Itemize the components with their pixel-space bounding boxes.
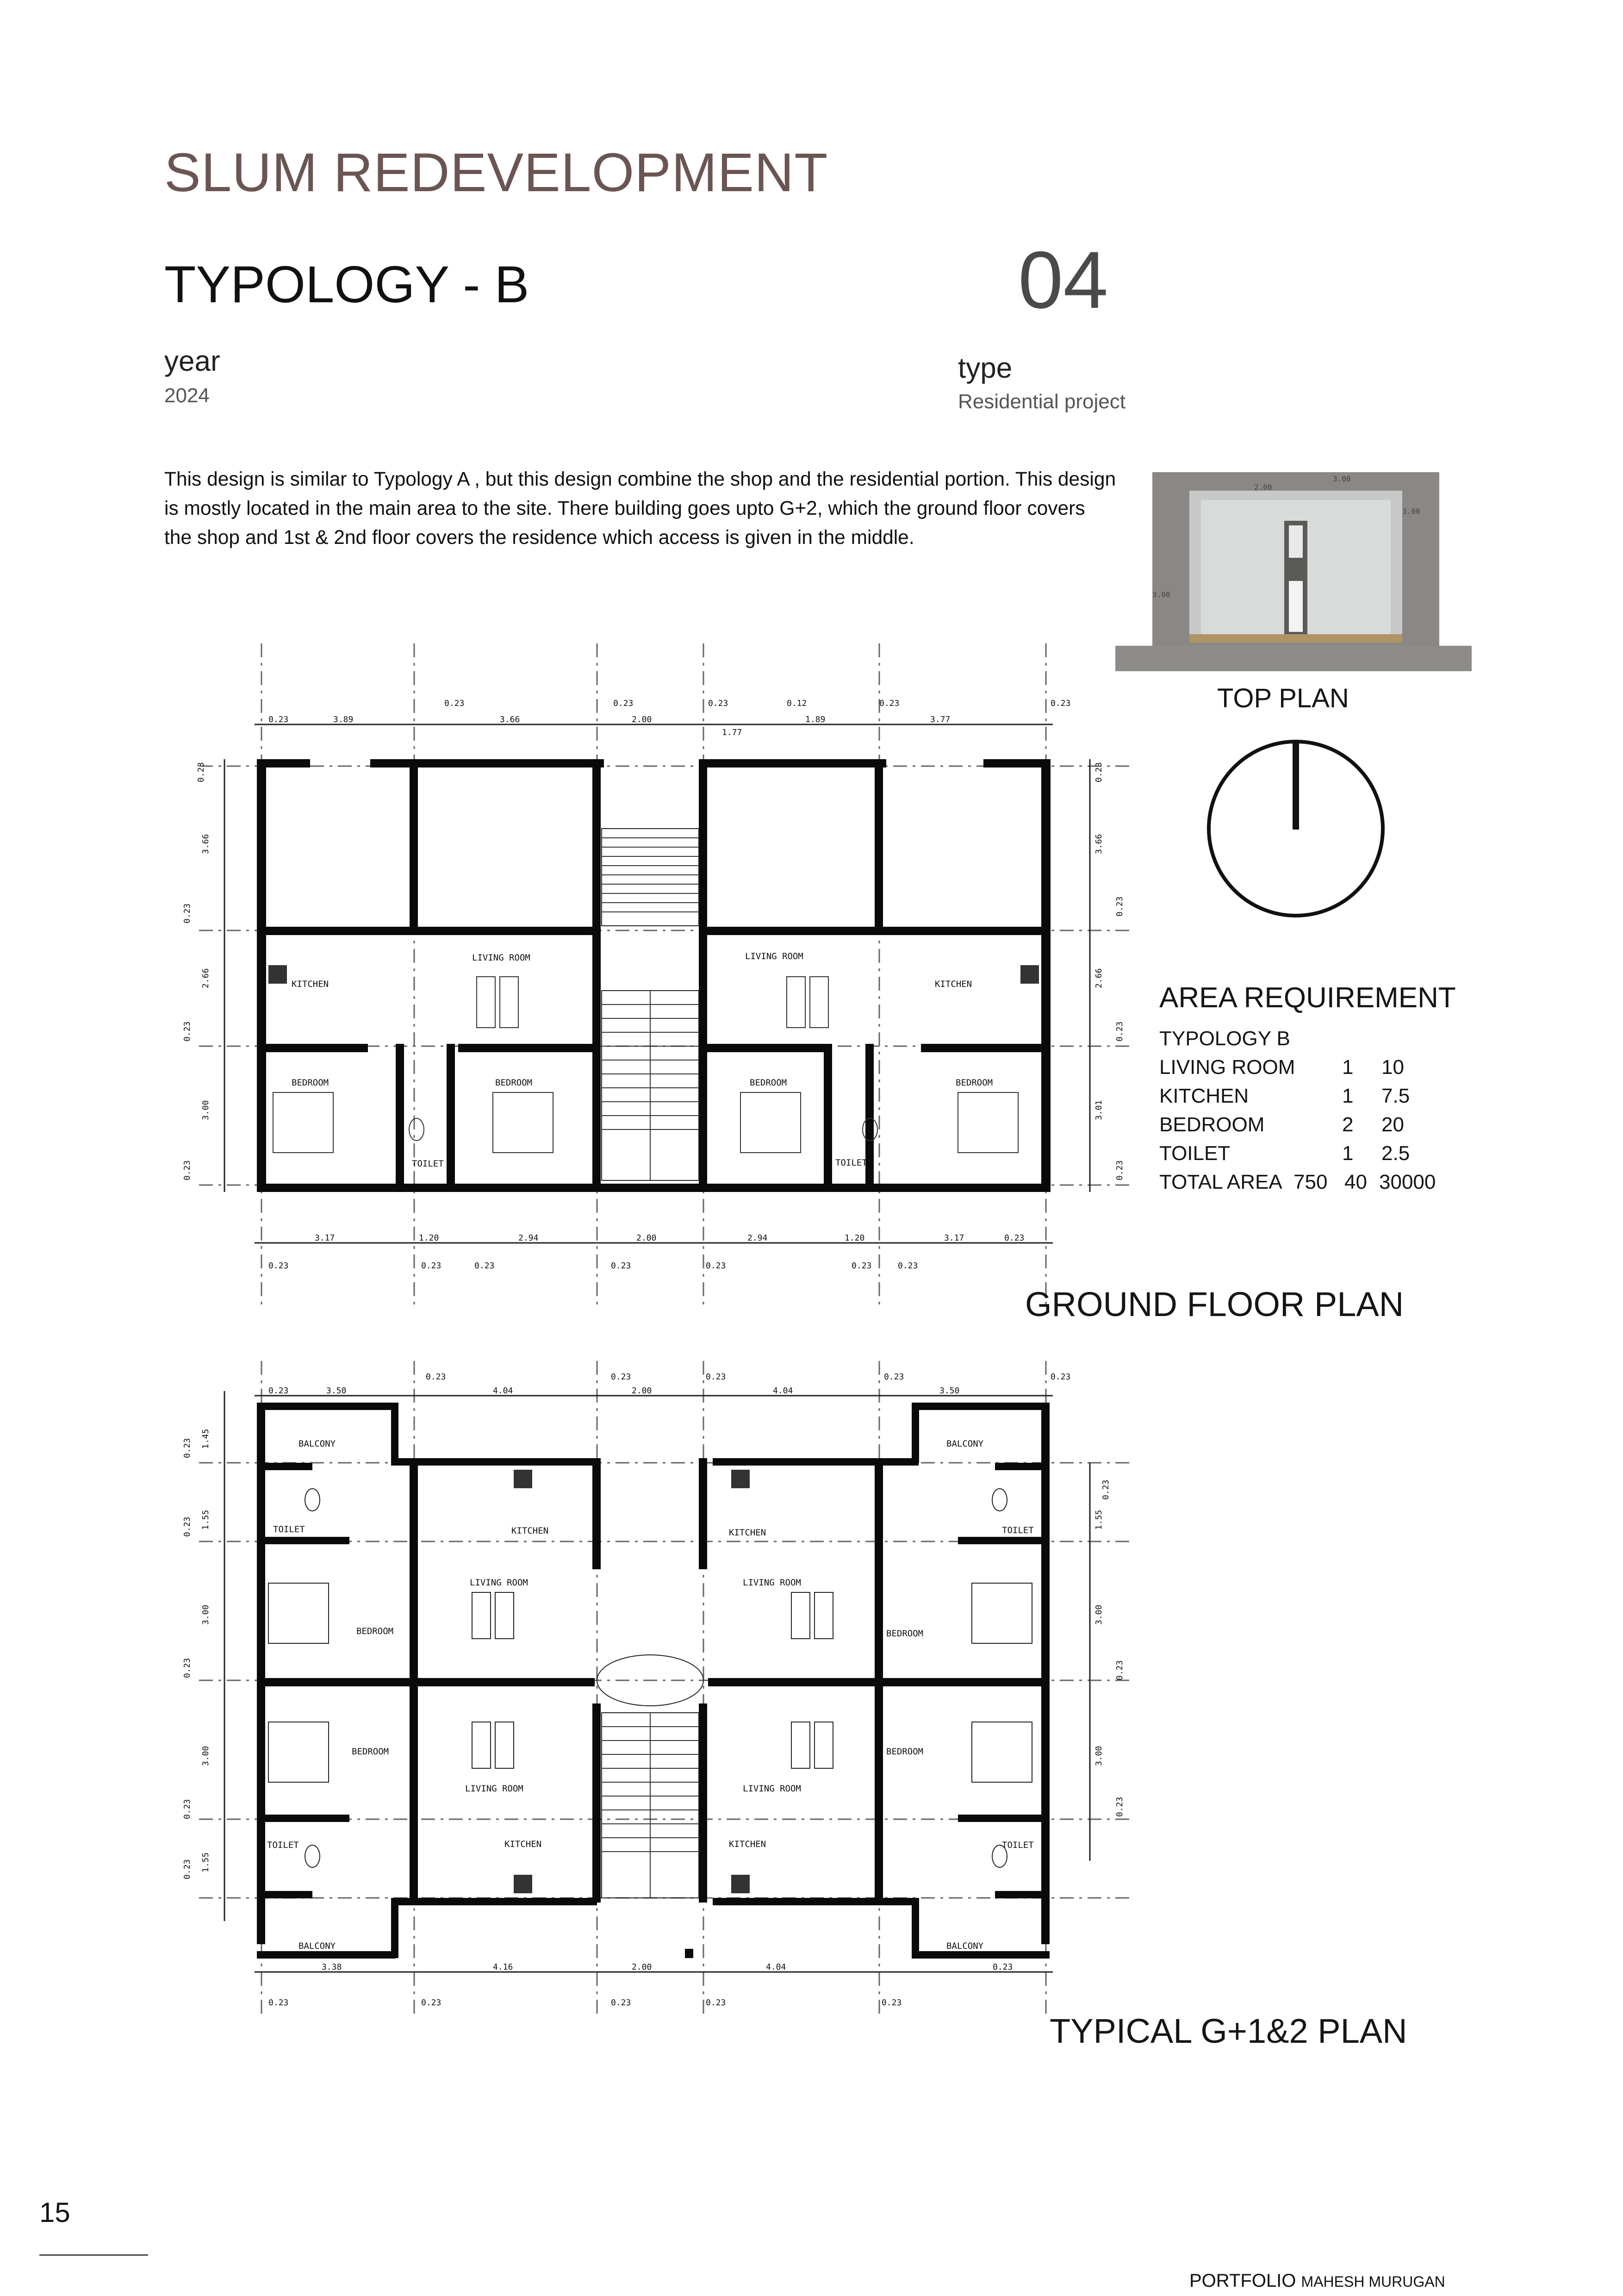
dim-label: 1.55 <box>1094 1510 1104 1530</box>
dim-label: 0.23 <box>706 1372 726 1382</box>
dim-label: 0.23 <box>1115 896 1125 917</box>
area-typology-label: TYPOLOGY B <box>1159 1027 1290 1050</box>
dim-label: 4.04 <box>773 1386 793 1396</box>
typical-left-dims <box>182 1429 211 1879</box>
dim-label: 0.23 <box>706 1261 726 1271</box>
dim-label: 2.00 <box>636 1233 657 1243</box>
typical-right-dims <box>1094 1480 1125 1817</box>
type-value: Residential project <box>958 390 1126 413</box>
ground-floor-plan <box>176 634 1138 1315</box>
dim-label: 0.23 <box>421 1261 442 1271</box>
author-name: MAHESH MURUGAN <box>1301 2273 1445 2290</box>
project-index: 04 <box>1018 235 1108 325</box>
dim-label: 4.16 <box>493 1962 513 1972</box>
room-label: BALCONY <box>946 1941 984 1951</box>
dim-label: 3.00 <box>201 1746 211 1766</box>
area-row-area: 10 <box>1381 1056 1404 1079</box>
room-label: BALCONY <box>298 1941 336 1951</box>
dim-label: 3.89 <box>333 715 354 724</box>
top-plan-dim: 3.00 <box>1402 507 1420 516</box>
ground-top-dims <box>268 699 1070 737</box>
dim-label: 1.77 <box>722 728 742 737</box>
typical-floor-plan <box>176 1352 1138 2018</box>
top-plan-label: TOP PLAN <box>1217 683 1349 713</box>
area-row-name: LIVING ROOM <box>1159 1056 1295 1079</box>
table-row <box>1159 1111 1530 1139</box>
dim-label: 0.23 <box>182 1021 192 1042</box>
area-requirement-heading: AREA REQUIREMENT <box>1159 982 1456 1014</box>
dim-label: 3.66 <box>500 715 520 724</box>
room-label: KITCHEN <box>729 1839 766 1849</box>
dim-label: 3.17 <box>315 1233 335 1243</box>
area-row-total: 30000 <box>1379 1171 1436 1193</box>
room-label: KITCHEN <box>935 979 972 989</box>
dim-label: 0.23 <box>182 1799 192 1819</box>
room-label: TOILET <box>1002 1525 1034 1535</box>
area-row-name: TOILET <box>1159 1142 1231 1165</box>
dim-label: 2.94 <box>518 1233 539 1243</box>
room-label: KITCHEN <box>504 1839 542 1849</box>
dim-label: 0.23 <box>268 1261 289 1271</box>
room-label: KITCHEN <box>729 1528 766 1538</box>
typical-top-dims <box>268 1372 1070 1396</box>
dim-label: 2.66 <box>1094 968 1104 988</box>
ground-bottom-dims <box>268 1233 1024 1271</box>
dim-label: 0.23 <box>611 1998 631 2008</box>
room-label: TOILET <box>835 1158 867 1168</box>
room-label: BEDROOM <box>495 1078 533 1088</box>
dim-label: 0.23 <box>1115 1797 1125 1817</box>
dim-label: 0.23 <box>182 1160 192 1180</box>
footer-divider <box>39 2254 148 2256</box>
area-typology <box>1159 1024 1530 1053</box>
dim-label: 0.23 <box>611 1261 631 1271</box>
room-label: LIVING ROOM <box>745 951 803 961</box>
area-row-area: 40 <box>1344 1171 1367 1193</box>
dim-label: 1.20 <box>845 1233 865 1243</box>
dim-label: 0.23 <box>1094 762 1104 782</box>
dim-label: 0.23 <box>706 1998 726 2008</box>
project-description: This design is similar to Typology A , but this design combine the shop and the residential portion. This design is mostly located in the main area to the site. There building goes upto G+2, which the ground floor covers the shop and 1st & 2nd floor covers the residence which access is given in the middle. <box>164 468 1116 549</box>
area-row-count: 1 <box>1342 1056 1354 1079</box>
ground-left-dims <box>182 762 211 1180</box>
table-row <box>1159 1139 1530 1168</box>
area-row-area: 7.5 <box>1381 1085 1410 1107</box>
room-label: BEDROOM <box>352 1747 389 1757</box>
dim-label: 0.23 <box>182 1516 192 1537</box>
area-row-name: KITCHEN <box>1159 1085 1249 1107</box>
dim-label: 3.50 <box>939 1386 960 1396</box>
dim-label: 0.23 <box>708 699 728 708</box>
portfolio-credit <box>1189 2271 1445 2291</box>
dim-label: 0.23 <box>884 1372 904 1382</box>
room-label: LIVING ROOM <box>465 1784 523 1794</box>
dim-label: 1.89 <box>805 715 826 724</box>
room-label: BALCONY <box>946 1439 984 1449</box>
dim-label: 3.66 <box>1094 834 1104 854</box>
ground-floor-plan-label: GROUND FLOOR PLAN <box>1025 1285 1404 1323</box>
dim-label: 3.50 <box>326 1386 347 1396</box>
dim-label: 0.23 <box>993 1962 1013 1972</box>
room-label: TOILET <box>273 1524 305 1535</box>
dim-label: 0.23 <box>879 699 900 708</box>
room-label: TOILET <box>1002 1840 1034 1850</box>
dim-label: 0.23 <box>474 1261 495 1271</box>
dim-label: 0.23 <box>268 1998 289 2008</box>
area-row-count: 1 <box>1342 1142 1354 1165</box>
dim-label: 0.23 <box>1004 1233 1025 1243</box>
dim-label: 2.00 <box>632 1386 652 1396</box>
typical-bottom-dims <box>268 1962 1013 2008</box>
room-label: LIVING ROOM <box>743 1578 801 1588</box>
top-plan-dim: 2.00 <box>1254 483 1272 492</box>
dim-label: 0.23 <box>613 699 634 708</box>
dim-label: 0.23 <box>882 1998 902 2008</box>
top-plan-dim-top <box>1254 483 1272 492</box>
page-number: 15 <box>39 2197 70 2228</box>
room-label: BEDROOM <box>886 1628 924 1639</box>
room-label: KITCHEN <box>511 1526 549 1536</box>
north-arrow-icon <box>1203 736 1388 921</box>
dim-label: 3.00 <box>201 1604 211 1625</box>
dim-label: 2.00 <box>632 715 652 724</box>
project-subtitle: TYPOLOGY - B <box>164 256 529 313</box>
dim-label: 0.23 <box>426 1372 446 1382</box>
ground-right-dims <box>1094 762 1125 1180</box>
dim-label: 1.45 <box>201 1429 211 1449</box>
area-row-count: 1 <box>1342 1085 1354 1107</box>
dim-label: 0.23 <box>268 1386 289 1396</box>
room-label: BALCONY <box>298 1439 336 1449</box>
dim-label: 0.23 <box>444 699 465 708</box>
area-requirement-table <box>1159 981 1530 1197</box>
dim-label: 3.17 <box>944 1233 964 1243</box>
room-label: BEDROOM <box>292 1078 329 1088</box>
room-label: TOILET <box>267 1840 299 1850</box>
area-row-area: 2.5 <box>1381 1142 1410 1165</box>
dim-label: 3.00 <box>201 1100 211 1120</box>
dim-label: 1.55 <box>201 1510 211 1530</box>
dim-label: 3.38 <box>322 1962 342 1972</box>
area-row-count: 750 <box>1293 1171 1328 1193</box>
dim-label: 0.23 <box>898 1261 918 1271</box>
dim-label: 0.23 <box>196 762 206 782</box>
year-value: 2024 <box>164 384 210 407</box>
room-label: TOILET <box>412 1159 444 1169</box>
dim-label: 4.04 <box>766 1962 786 1972</box>
room-label: BEDROOM <box>750 1078 787 1088</box>
typical-plan-label: TYPICAL G+1&2 PLAN <box>1050 2012 1407 2050</box>
area-row-name: BEDROOM <box>1159 1113 1265 1136</box>
dim-label: 3.01 <box>1094 1100 1104 1120</box>
dim-label: 0.23 <box>1051 1372 1071 1382</box>
top-plan-image <box>1115 463 1472 671</box>
dim-label: 0.23 <box>1115 1160 1125 1180</box>
dim-label: 3.77 <box>930 715 951 724</box>
portfolio-label: PORTFOLIO <box>1189 2271 1296 2291</box>
year-label: year <box>164 345 220 377</box>
dim-label: 0.23 <box>1115 1021 1125 1042</box>
type-label: type <box>958 352 1013 384</box>
dim-label: 0.23 <box>1101 1479 1111 1500</box>
area-row-count: 2 <box>1342 1113 1354 1136</box>
dim-label: 4.04 <box>493 1386 513 1396</box>
dim-label: 0.23 <box>182 1438 192 1458</box>
dim-label: 0.23 <box>182 1658 192 1678</box>
room-label: KITCHEN <box>292 979 329 989</box>
room-label: LIVING ROOM <box>470 1578 528 1588</box>
dim-label: 0.23 <box>182 903 192 923</box>
top-plan-dim: 3.00 <box>1333 474 1351 483</box>
dim-label: 2.00 <box>632 1962 652 1972</box>
top-plan-dim: 3.00 <box>1152 590 1170 599</box>
table-row <box>1159 1053 1530 1082</box>
dim-label: 0.23 <box>611 1372 631 1382</box>
dim-label: 3.00 <box>1094 1746 1104 1766</box>
dim-label: 0.23 <box>1051 699 1071 708</box>
room-label: BEDROOM <box>886 1747 924 1757</box>
dim-label: 0.23 <box>182 1859 192 1879</box>
room-label: BEDROOM <box>356 1626 394 1636</box>
dim-label: 2.66 <box>201 968 211 988</box>
dim-label: 1.20 <box>419 1233 439 1243</box>
table-row <box>1159 1168 1530 1197</box>
table-row <box>1159 1082 1530 1111</box>
dim-label: 3.66 <box>201 834 211 854</box>
dim-label: 2.94 <box>747 1233 768 1243</box>
room-label: LIVING ROOM <box>472 953 530 963</box>
dim-label: 3.00 <box>1094 1604 1104 1625</box>
dim-label: 0.23 <box>421 1998 442 2008</box>
area-row-name: TOTAL AREA <box>1159 1171 1282 1193</box>
dim-label: 0.23 <box>852 1261 872 1271</box>
room-label: BEDROOM <box>956 1078 993 1088</box>
room-label: LIVING ROOM <box>743 1784 801 1794</box>
dim-label: 0.23 <box>1115 1660 1125 1680</box>
page-title: SLUM REDEVELOPMENT <box>164 142 828 203</box>
area-row-area: 20 <box>1381 1113 1404 1136</box>
dim-label: 0.23 <box>268 715 289 724</box>
dim-label: 0.12 <box>787 699 807 708</box>
dim-label: 1.55 <box>201 1852 211 1872</box>
